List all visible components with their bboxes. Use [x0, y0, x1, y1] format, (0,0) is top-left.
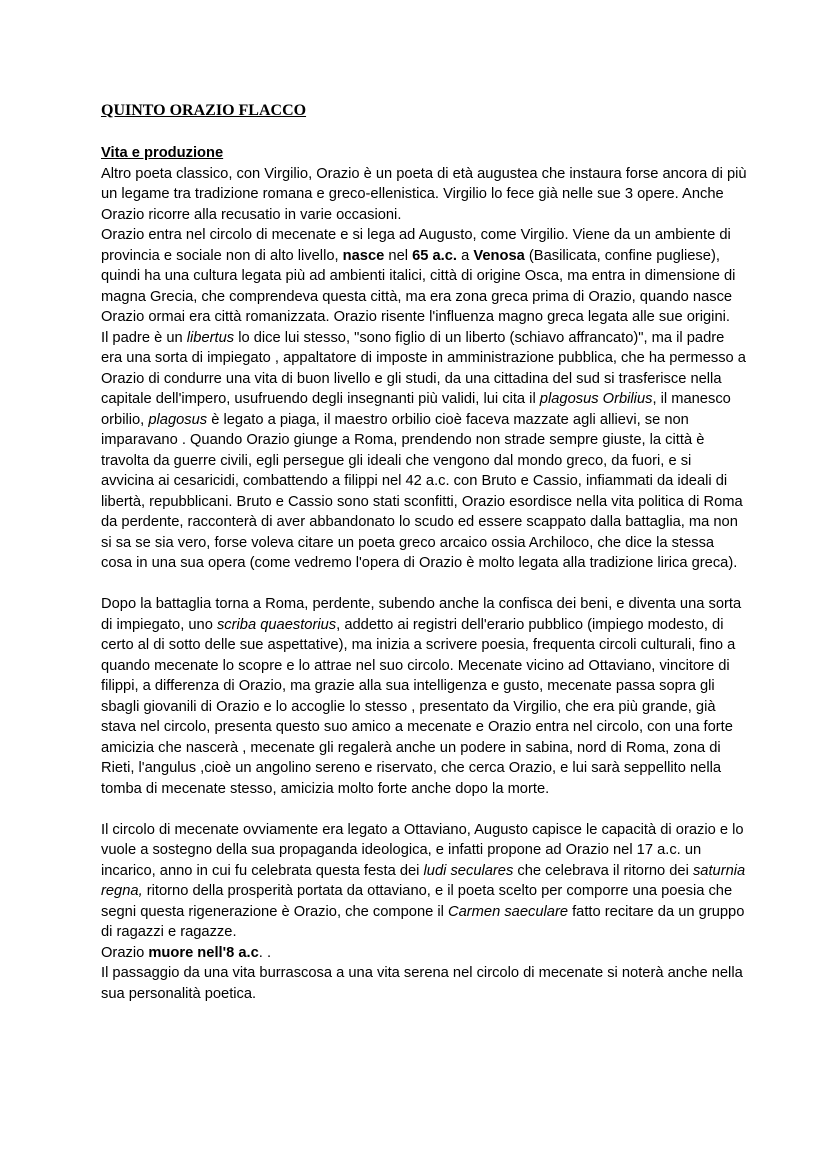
paragraph-conclusion: Il passaggio da una vita burrascosa a una vita serena nel circolo di mecenate si noterà anche nella sua personalità poetica. — [101, 965, 743, 1002]
paragraph-intro: Altro poeta classico, con Virgilio, Orazio è un poeta di età augustea che instaura forse ancora di più un legame tra tradizione romana e greco-ellenistica. Virgilio lo fece già nelle sue 3 opere. Anche Orazio ricorre alla recusatio in varie occasioni. — [101, 165, 747, 223]
paragraph-after-battle: Dopo la battaglia torna a Roma, perdente, subendo anche la confisca dei beni, e diventa una sorta di impiegato, uno scriba quaestorius, addetto ai registri dell'erario pubblico (impiego modesto, di certo al di sotto delle sue aspettative), ma inizia a scrivere poesia, frequenta circoli culturali, fino a quando mecenate lo scopre e lo attrae nel suo circolo. Mecenate vicino ad Ottaviano, vincitore di filippi, a differenza di Orazio, ma grazie alla sua intelligenza e gusto, mecenate passa sopra gli sbagli giovanili di Orazio e lo accoglie lo stesso , presentato da Virgilio, che era più grande, già stava nel circolo, presenta questo suo amico a mecenate e Orazio entra nel circolo, con una forte amicizia che nascerà , mecenate gli regalerà anche un podere in sabina, nord di Roma, zona di Rieti, l'angulus ,cioè un angolino sereno e riservato, che cerca Orazio, e lui sarà seppellito nella tomba di mecenate stesso, amicizia molto forte anche dopo la morte. — [101, 596, 742, 797]
paragraph-circle: Il circolo di mecenate ovviamente era legato a Ottaviano, Augusto capisce le capacità di orazio e lo vuole a sostegno della sua propaganda ideologica, e infatti propone ad Orazio nel 17 a.c. un incarico, anno in cui fu celebrata questa festa dei ludi seculares che celebrava il ritorno dei saturnia regna, ritorno della prosperità portata da ottaviano, e il poeta scelto per comporre una poesia che segni questa rigenerazione è Orazio, che compone il Carmen saeculare fatto recitare da un gruppo di ragazzi e ragazze. — [101, 821, 746, 940]
paragraph-origins: Orazio entra nel circolo di mecenate e si lega ad Augusto, come Virgilio. Viene da un ambiente di provincia e sociale non di alto livello, nasce nel 65 a.c. a Venosa (Basilicata, confine pugliese), quindi ha una cultura legata più ad ambienti italici, città di origine Osca, ma entra in dimensione di magna Grecia, che comprendeva questa città, ma era zona greca prima di Orazio, quando nasce Orazio ormai era città romanizzata. Orazio risente l'influenza magno greca legata alle sue origini. — [101, 227, 736, 325]
paragraph-father: Il padre è un libertus lo dice lui stesso, "sono figlio di un liberto (schiavo affrancato)", ma il padre era una sorta di impiegato , appaltatore di imposte in amministrazione pubblica, che ha permesso a Orazio di condurre una vita di buon livello e gli studi, da una cittadina del sud si trasferisce nella capitale dell'impero, usufruendo degli insegnanti più validi, lui cita il plagosus Orbilius, il manesco orbilio, plagosus è legato a piaga, il maestro orbilio cioè faceva mazzate agli allievi, se non imparavano . Quando Orazio giunge a Roma, prendendo non strade sempre giuste, la città è travolta da guerre civili, egli persegue gli ideali che vengono dal mondo greco, da fuori, e si avvicina ai cesaricidi, combattendo a filippi nel 42 a.c. con Bruto e Cassio, infiammati da ideali di libertà, repubblicani. Bruto e Cassio sono stati sconfitti, Orazio esordisce nella vita politica di Roma da perdente, racconterà di aver abbandonato lo scudo ed essere scappato dalla battaglia, ma non si sa se sia vero, forse voleva citare un poeta greco arcaico ossia Archiloco, che dice la stessa cosa in una sua opera (come vedremo l'opera di Orazio è molto legata alla tradizione lirica greca). — [101, 329, 746, 571]
paragraph-death: Orazio muore nell'8 a.c. . — [101, 944, 272, 961]
document-title: QUINTO ORAZIO FLACCO — [101, 102, 307, 119]
section-heading: Vita e produzione — [101, 145, 224, 161]
